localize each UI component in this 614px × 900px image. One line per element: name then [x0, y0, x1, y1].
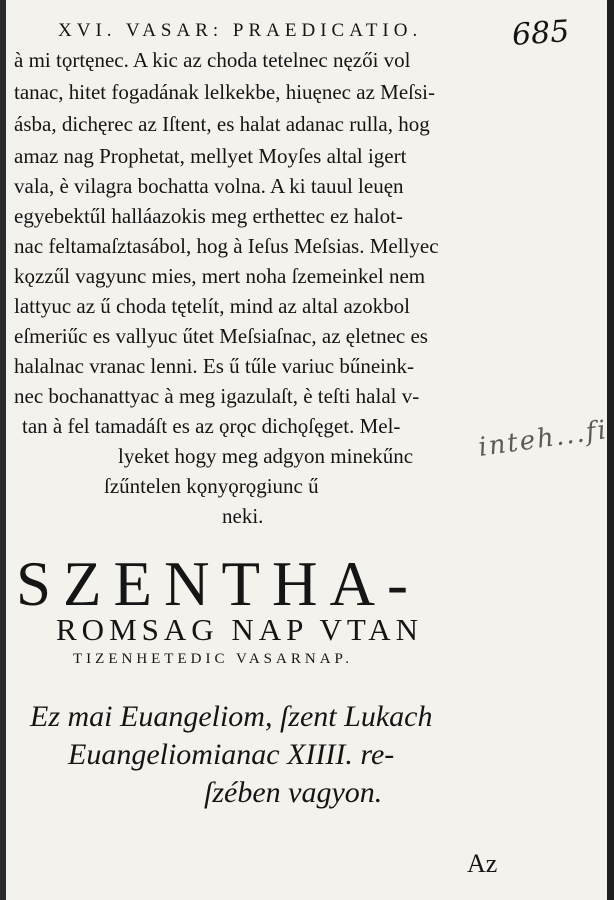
body-line: eſmeriűc es vallyuc űtet Meſsiaſnac, az ęletnec es [14, 324, 428, 348]
body-line: neki. [222, 504, 264, 528]
gospel-line: Euangeliomianac XIIII. re- [68, 738, 395, 771]
handwritten-margin-note: inteh...fi [476, 415, 610, 463]
body-line: lattyuc az ű choda tętelít, mind az altal azokbol [14, 294, 410, 318]
folio-number: 685 [510, 14, 571, 53]
body-line: vala, è vilagra bochatta volna. A ki tauul leuęn [14, 174, 404, 198]
running-head: XVI. VASAR: PRAEDICATIO. [58, 20, 423, 41]
section-subtitle-small: TIZENHETEDIC VASARNAP. [73, 651, 353, 667]
section-subtitle: ROMSAG NAP VTAN [56, 612, 424, 647]
body-line: nec bochanattyac à meg igazulaſt, è teſti halal v- [14, 384, 420, 408]
body-line: ſzűntelen kǫnyǫrǫgiunc ű [104, 474, 319, 498]
page-left-edge [0, 0, 6, 900]
body-line: egyebektűl halláazokis meg erthettec ez halot- [14, 204, 403, 228]
section-title: SZENTHA- [16, 549, 420, 619]
body-line: à mi tǫrtęnec. A kic az choda tetelnec nęzői vol [14, 48, 411, 72]
body-line: nac feltamaſztasábol, hog à Ieſus Meſsias. Mellyec [14, 234, 439, 258]
body-line: tanac, hitet fogadának lelkekbe, hiuęnec az Meſsi- [14, 80, 435, 104]
catchword: Az [467, 849, 498, 878]
body-line: amaz nag Prophetat, mellyet Moyſes altal igert [14, 144, 407, 168]
gospel-line: Ez mai Euangeliom, ſzent Lukach [30, 700, 433, 733]
gospel-line: ſzében vagyon. [204, 776, 383, 809]
body-line: tan à fel tamadáſt es az ǫrǫc dichǫſęget. Mel- [22, 414, 401, 438]
body-line: ásba, dichęrec az Iſtent, es halat adanac rulla, hog [14, 112, 430, 136]
page-right-edge [607, 0, 614, 900]
body-line: kǫzzűl vagyunc mies, mert noha ſzemeinkel nem [14, 264, 426, 288]
body-line: halalnac vranac lenni. Es ű tűle variuc bűneink- [14, 354, 415, 378]
body-line: lyeket hogy meg adgyon minekűnc [118, 444, 414, 468]
